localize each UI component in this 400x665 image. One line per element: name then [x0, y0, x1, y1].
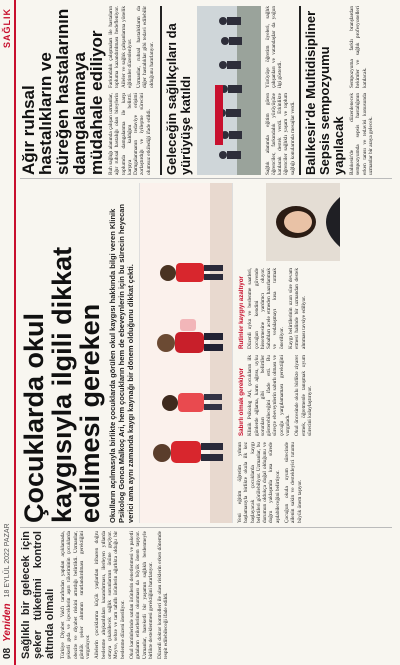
- right-paragraph: Yürüyüşe öğretim üyeleri, sağlık çalışanları ve vatandaşlar da yoğun ilgi gösterdi.: [264, 6, 284, 88]
- column-divider: [20, 527, 392, 528]
- right-articles: [20, 6, 392, 175]
- main-paragraph: Yeni eğitim öğretim yılının başlamasıyla birlikte okula ilk kez başlayacak çocuklarda kaygı belirtileri görülebiliyor. Uzmanlar, bu durumun oldukça doğal olduğunu ve doğru yaklaşımla kısa sürede aşılabileceğini belirtiyor.: [237, 442, 281, 523]
- right-paragraph: Farkındalık çalışmaları ile hastaların topluma kazandırılması hedefleniyor. Aileler ve sağlık çalışanlarına yönelik eğitimler düzenleniyor.: [108, 6, 133, 88]
- right-paragraph: Ruh sağlığı alanında çalışan uzmanlar, ağır ruhsal hastalığı olan bireylerin toplumda damgalanma ile karşı karşıya kaldığını belirtti. Damgalanmanın tedaviye erişimi zorlaştırdığı ve iyileşme sürecini olumsuz etkilediği ifade edildi.: [108, 93, 152, 175]
- right-article-1-body: [108, 6, 157, 175]
- right-paragraph: Uzmanlar, ruhsal hastalıkların da diğer hastalıklar gibi tedavi edilebilir olduğunu hatırlatıyor.: [136, 6, 155, 88]
- main-paragraph: Okul öncesinde okulu birlikte ziyaret etmek, öğretmenle tanışmak uyum sürecini kolaylaştırıyor.: [294, 355, 313, 436]
- right-paragraph: Sempozyuma farklı branşlardan hekimler ve sağlık profesyonelleri katılacak.: [349, 6, 368, 88]
- children-photo-illustration: [140, 183, 232, 523]
- main-subhead: Rutinler kaygıyı azaltıyor: [238, 276, 245, 349]
- page-number: 08: [1, 647, 13, 659]
- left-article-paragraph: Okul kantinlerinde satılan ürünlerin denetlenmesi ve paketli gıdaların etiketlerinin okunması da büyük önem taşıyor. Uzmanlar, hareketli bir yaşamın sağlıklı beslenmeyle birlikte desteklenmesi gerektiğini hatırlatıyor.: [128, 531, 154, 659]
- section-name: SAĞLIK: [2, 8, 12, 49]
- right-paragraph: Balıkesir'de düzenlenecek sempozyumda sepsis hastalığının erken tanısı ve tedavisi konusunda uzmanlar bir araya gelecek.: [349, 93, 374, 175]
- right-article-2-body: [265, 6, 296, 175]
- issue-date: 18 EYLÜL 2022 PAZAR: [3, 523, 11, 598]
- main-paragraph: Çocuğun okula uyum sürecinde ailenin sakin ve destekleyici tutumu büyük önem taşıyor.: [284, 442, 303, 523]
- main-deck: Okulların açılmasıyla birlikte çocuklarda görülen okul kaygısı hakkında bilgi veren Klinik Psikolog Gonca Malkoç Ari, hem çocukların hem de ebeveynlerin için bu sürecin heyecan verici ama aynı zamanda kaygı kaynağı bir dönem olduğunu dikkat çekti.: [108, 204, 135, 523]
- right-article-1-title: Ağır ruhsal hastalıkların ve süreğen hastalarının damgalanmaya müdahale ediliyor: [19, 8, 106, 175]
- main-column-2: [237, 355, 316, 436]
- left-article-paragraph: Ailelerin çocuklarına küçük yaşlardan itibaren doğru beslenme alışkanlıkları kazandırması, ilerleyen yıllarda ortaya çıkabilecek sağlık sorunlarının önüne geçiyor. Meyve, sebze ve tam tahıllı ürünlerin ağırlıkta olduğu bir beslenme düzeni öneriliyor.: [94, 531, 126, 659]
- main-subhead: Sabırlı olmak gerekiyor: [238, 367, 245, 436]
- main-headline: Çocuklarda okul kaygısıyla ilgili dikkat edilmesi gereken: [19, 246, 105, 523]
- left-article-paragraph: Türkiye Diyabet Vakfı tarafından yapılan açıklamada, şekerli gıda ve içeceklerin aşırı tüketiminin çocuklarda obezite ve diyabet riskini artırdığı belirtildi. Uzmanlar, günlük şeker alımının sınırlandırılması gerektiğini vurguluyor.: [60, 531, 92, 659]
- right-article-2-title: Geleceğin sağlıkçıları da yürüyüşe katıldı: [163, 23, 193, 175]
- right-article-3-body: [349, 6, 374, 175]
- left-article-paragraph: Düzenli doktor kontrolleri ile olası risklerin erken dönemde tespit edilebileceği ifade edildi.: [157, 531, 170, 659]
- main-paragraph: Klinik Psikolog Ari, çocukların ilk günlerde ağlama, karın ağrısı, uyku sorunları gibi belirtiler gösterebileceğini ifade etti. Bu süreçte ebeveynlerin sabırlı olması ve çocuğu yargılamaması gerektiğini vurguladı.: [247, 355, 292, 436]
- left-article: [20, 531, 392, 659]
- left-article-title: Sağlıklı bir gelecek için şeker tüketimi kontrol altında olmalı: [20, 531, 56, 659]
- psychologist-portrait: [266, 183, 340, 261]
- main-paragraph: Kaygı belirtilerinin uzun süre devam etmesi halinde bir uzmandan destek alınması tavsiye ediliyor.: [288, 268, 307, 349]
- right-article-3: [299, 6, 374, 175]
- portrait-illustration: [266, 183, 340, 261]
- walk-photo: [197, 6, 261, 175]
- right-article-2: [160, 6, 296, 175]
- newspaper-logo: Yeniden: [1, 603, 13, 642]
- main-article: [20, 183, 400, 523]
- main-column-1: [237, 442, 316, 523]
- page-header: [0, 0, 16, 665]
- column-divider: [20, 178, 392, 179]
- walk-photo-illustration: [197, 6, 261, 175]
- right-paragraph: Sağlık alanında eğitim gören öğrenciler, farkındalık yürüyüşüne katılarak destek verdi. Etkinlikte öğrenciler sağlıklı yaşam ve toplum sağlığı konularında mesajlar verdi.: [264, 93, 296, 175]
- main-paragraph: Düzenli uyku ve beslenme saatleri, çocuğun kendini güvende hissetmesine yardımcı oluyor. Sabahları acele etmeden hazırlanmak ve vedalaşmayı kısa tutmak öneriliyor.: [247, 268, 285, 349]
- children-photo: [139, 183, 233, 523]
- right-article-3-title: Balıkesir'de Multidisipliner Sepsis sempozyumu yapılacak: [303, 10, 347, 175]
- main-column-3: [237, 268, 316, 349]
